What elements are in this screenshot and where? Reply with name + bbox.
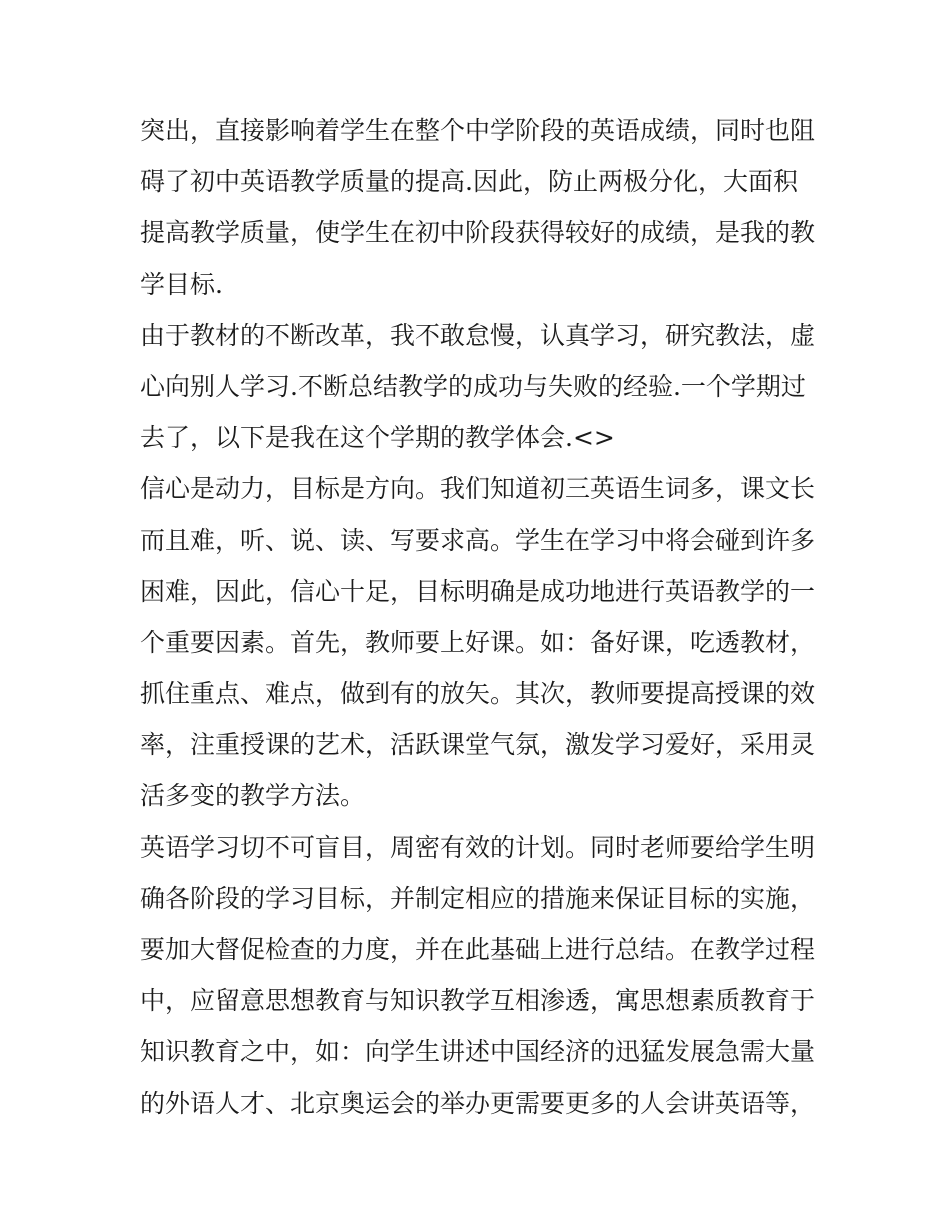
text-line: 碍了初中英语教学质量的提高.因此，防止两极分化，大面积: [140, 167, 798, 197]
text-line: 活多变的教学方法。: [140, 781, 366, 811]
text-line: 英语学习切不可盲目，周密有效的计划。同时老师要给学生明: [140, 832, 816, 862]
text-line: 由于教材的不断改革，我不敢怠慢，认真学习，研究教法，虚: [140, 320, 816, 350]
text-line: 提高教学质量，使学生在初中阶段获得较好的成绩，是我的教: [140, 218, 816, 248]
paragraph-1: [140, 105, 820, 310]
text-line: 抓住重点、难点，做到有的放矢。其次，教师要提高授课的效: [140, 679, 816, 709]
text-line: 要加大督促检查的力度，并在此基础上进行总结。在教学过程: [140, 935, 816, 964]
text-line: 困难，因此，信心十足，目标明确是成功地进行英语教学的一: [140, 576, 816, 606]
paragraph-3: [140, 463, 820, 821]
text-line: 信心是动力，目标是方向。我们知道初三英语生词多，课文长: [140, 474, 816, 504]
document-body: [140, 105, 820, 1129]
text-line: 率，注重授课的艺术，活跃课堂气氛，激发学习爱好，采用灵: [140, 730, 816, 760]
text-line: 知识教育之中，如：向学生讲述中国经济的迅猛发展急需大量: [140, 1037, 816, 1067]
text-line: 去了，以下是我在这个学期的教学体会.<>: [140, 423, 615, 453]
paragraph-2: [140, 310, 820, 464]
text-line: 的外语人才、北京奥运会的举办更需要更多的人会讲英语等，: [140, 1088, 816, 1118]
text-line: 而且难，听、说、读、写要求高。学生在学习中将会碰到许多: [140, 525, 816, 555]
text-line: 中，应留意思想教育与知识教学互相渗透，寓思想素质教育于: [140, 986, 816, 1016]
text-line: 突出，直接影响着学生在整个中学阶段的英语成绩，同时也阻: [140, 116, 816, 145]
text-line: 个重要因素。首先，教师要上好课。如：备好课，吃透教材，: [140, 627, 816, 657]
paragraph-4: [140, 822, 820, 1129]
text-line: 心向别人学习.不断总结教学的成功与失败的经验.一个学期过: [140, 371, 806, 401]
text-line: 确各阶段的学习目标，并制定相应的措施来保证目标的实施，: [140, 883, 816, 913]
text-line: 学目标.: [140, 269, 223, 299]
